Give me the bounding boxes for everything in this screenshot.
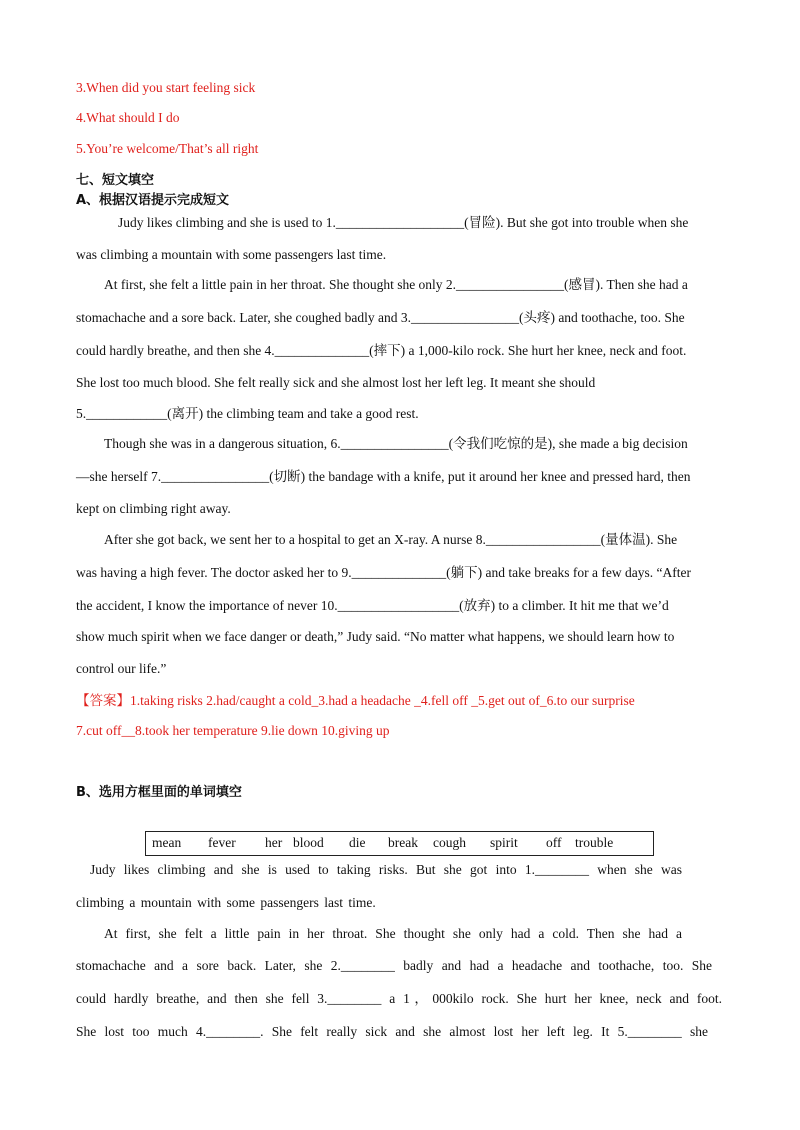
part-a-line: stomachache and a sore back. Later, she coughed badly and 3.________________(头疼) and toothache, too. She [76,310,685,325]
answer-line-3: 3.When did you start feeling sick [76,80,256,95]
part-a-line: could hardly breathe, and then she 4.______________(摔下) a 1,000-kilo rock. She hurt her knee, neck and foot. [76,343,687,358]
word-box-item: break [388,835,418,850]
part-b-line: At first, she felt a little pain in her throat. She thought she only had a cold. Then she had a [104,926,682,941]
part-a-answer-line: 7.cut off__8.took her temperature 9.lie down 10.giving up [76,723,390,738]
word-box-item: die [349,835,366,850]
part-b-line: Judy likes climbing and she is used to taking risks. But she got into 1.________ when she was [90,862,682,877]
part-a-line: was climbing a mountain with some passengers last time. [76,247,387,262]
part-a-answer-line: 【答案】1.taking risks 2.had/caught a cold_3.had a headache _4.fell off _5.get out of_6.to our surprise [76,693,635,708]
word-box [145,831,654,856]
word-box-item: fever [208,835,236,850]
part-a-line: kept on climbing right away. [76,501,231,516]
part-a-line: Though she was in a dangerous situation, 6.________________(令我们吃惊的是), she made a big decision [104,436,688,451]
part-b-line: She lost too much 4.________. She felt really sick and she almost lost her left leg. It 5.________ she [76,1024,708,1039]
part-a-line: was having a high fever. The doctor asked her to 9.______________(躺下) and take breaks for a few days. “After [76,565,691,580]
part-a-line: After she got back, we sent her to a hospital to get an X-ray. A nurse 8._________________(量体温). She [104,532,678,547]
part-a-line: She lost too much blood. She felt really sick and she almost lost her left leg. It meant she should [76,375,596,390]
word-box-item: her [265,835,283,850]
answer-line-5: 5.You’re welcome/That’s all right [76,141,259,156]
part-b-line: climbing a mountain with some passengers last time. [76,895,376,910]
word-box-item: mean [152,835,182,850]
word-box-item: blood [293,835,324,850]
part-a-line: 5.____________(离开) the climbing team and take a good rest. [76,406,419,421]
part-a-line: —she herself 7.________________(切断) the bandage with a knife, put it around her knee and pressed hard, then [76,469,691,484]
word-box-item: trouble [575,835,614,850]
word-box-item: off [546,835,562,850]
part-b-line: stomachache and a sore back. Later, she 2.________ badly and had a headache and toothache, too. She [76,958,712,973]
word-box-item: cough [433,835,466,850]
part-a-line: show much spirit when we face danger or death,” Judy said. “No matter what happens, we should learn how to [76,629,675,644]
part-a-heading: A、根据汉语提示完成短文 [76,193,230,208]
part-a-line: the accident, I know the importance of never 10.__________________(放弃) to a climber. It hit me that we’d [76,598,669,613]
answer-line-4: 4.What should I do [76,110,180,125]
part-a-line: At first, she felt a little pain in her throat. She thought she only 2.________________(感冒). Then she had a [104,277,688,292]
part-b-heading: B、选用方框里面的单词填空 [76,785,242,800]
section-heading: 七、短文填空 [76,173,155,188]
part-a-line: Judy likes climbing and she is used to 1.___________________(冒险). But she got into trouble when she [118,215,689,230]
word-box-item: spirit [490,835,518,850]
part-a-line: control our life.” [76,661,167,676]
part-b-line: could hardly breathe, and then she fell 3.________ a 1，000kilo rock. She hurt her knee, neck and foot. [76,991,722,1006]
